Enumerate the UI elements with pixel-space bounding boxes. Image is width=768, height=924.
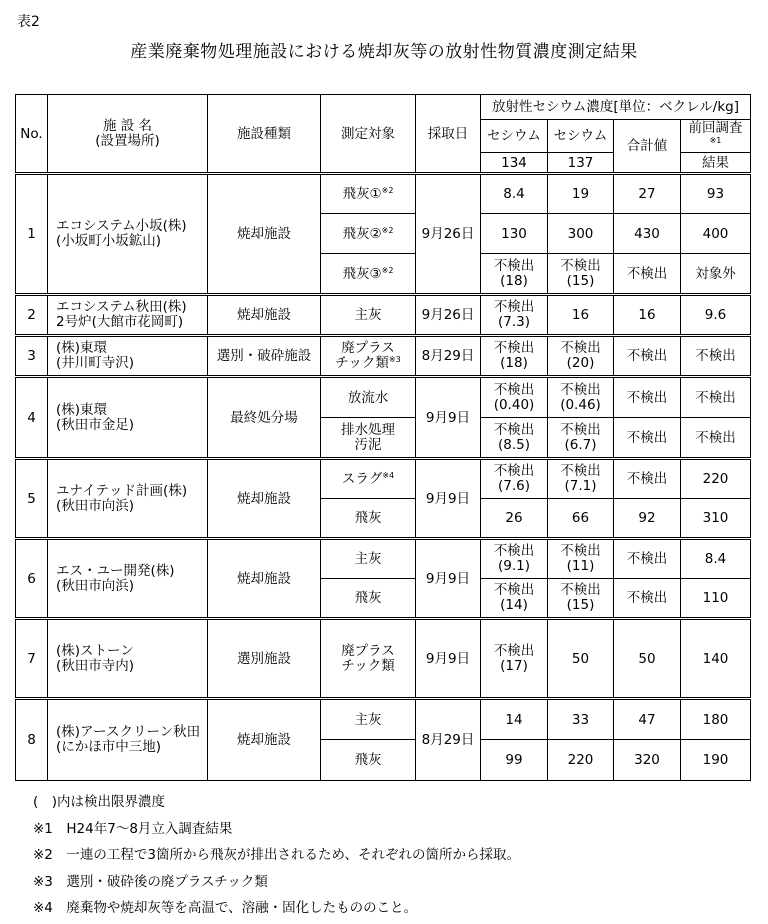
cs134-detection-limit: (7.6) xyxy=(497,478,530,494)
cs137-detection-limit: (7.1) xyxy=(564,478,597,494)
cs137-value xyxy=(548,539,614,579)
facility-no: 8 xyxy=(16,699,48,781)
cs134-value xyxy=(481,619,548,699)
total-value: 430 xyxy=(614,214,681,254)
note-1: ※1 H24年7～8月立入調査結果 xyxy=(33,820,233,837)
sample-target-text-2: チック類$^{※3}$ xyxy=(335,355,401,371)
cs134-value xyxy=(481,214,548,254)
facility-no: 7 xyxy=(16,619,48,699)
header-concentration: 放射性セシウム濃度[単位：ベクレル/kg] xyxy=(481,95,751,120)
cs137-value-text: 33 xyxy=(571,711,590,728)
sample-target xyxy=(321,579,416,619)
cs134-value xyxy=(481,418,548,459)
sample-date: 9月9日 xyxy=(416,619,481,699)
facility-name xyxy=(48,619,208,699)
previous-result: 対象外 xyxy=(681,254,751,295)
previous-result: 8.4 xyxy=(681,539,751,579)
facility-group xyxy=(16,377,751,459)
facility-name xyxy=(48,295,208,336)
total-value: 47 xyxy=(614,699,681,740)
cs137-value xyxy=(548,336,614,377)
sample-target xyxy=(321,336,416,377)
facility-group xyxy=(16,619,751,699)
facility-name xyxy=(48,377,208,459)
facility-type: 焼却施設 xyxy=(208,174,321,295)
facility-no: 3 xyxy=(16,336,48,377)
sample-target-text: 排水処理 xyxy=(341,421,395,438)
total-value: 27 xyxy=(614,174,681,214)
cs137-value-text: 不検出 xyxy=(560,257,601,274)
cs134-value xyxy=(481,539,548,579)
cs134-value xyxy=(481,174,548,214)
cs137-value xyxy=(548,459,614,499)
facility-name-text: (株)東環 xyxy=(56,401,108,418)
facility-no: 6 xyxy=(16,539,48,619)
note-4: ※4 廃棄物や焼却灰等を高温で、溶融・固化したもののこと。 xyxy=(33,900,418,917)
header-prev xyxy=(681,120,751,153)
cs134-detection-limit: (14) xyxy=(500,597,528,613)
sample-target-text: スラグ xyxy=(341,471,383,487)
previous-result: 不検出 xyxy=(681,418,751,459)
sample-target xyxy=(321,174,416,214)
cs134-value-text: 不検出 xyxy=(493,299,535,315)
header-prev-label: 前回調査 xyxy=(688,120,743,136)
sample-target-text: 主灰 xyxy=(354,307,382,323)
facility-name xyxy=(48,699,208,781)
cs134-value-text: 不検出 xyxy=(493,463,535,479)
sample-target xyxy=(321,377,416,418)
cs137-detection-limit: (11) xyxy=(566,558,595,574)
facility-name xyxy=(48,174,208,295)
header-cs137: セシウム xyxy=(548,120,614,153)
total-value: 不検出 xyxy=(614,336,681,377)
header-target: 測定対象 xyxy=(321,95,416,174)
cs134-detection-limit: (18) xyxy=(500,272,528,289)
notes xyxy=(33,789,520,922)
facility-group xyxy=(16,336,751,377)
cs134-value-text: 不検出 xyxy=(493,381,535,398)
facility-no: 2 xyxy=(16,295,48,336)
facility-group xyxy=(16,295,751,336)
facility-location: (秋田市向浜) xyxy=(56,497,135,514)
cs134-value xyxy=(481,579,548,619)
note-detection-limit: ( )内は検出限界濃度 xyxy=(33,794,166,810)
cs137-detection-limit: (15) xyxy=(566,597,595,613)
table-row xyxy=(16,539,751,579)
facility-name-text: (株)ストーン xyxy=(56,642,134,659)
sample-target-text: 放流水 xyxy=(347,389,389,406)
cs134-value-text: 不検出 xyxy=(493,582,535,598)
facility-location: 2号炉(大館市花岡町) xyxy=(56,314,184,330)
cs134-value-text: 14 xyxy=(505,711,523,728)
header-no: No. xyxy=(16,95,48,174)
sample-target xyxy=(321,295,416,336)
facility-group xyxy=(16,539,751,619)
header-facility-type: 施設種類 xyxy=(208,95,321,174)
cs134-detection-limit: (7.3) xyxy=(497,314,530,330)
facility-location: (秋田市寺内) xyxy=(56,657,135,674)
cs134-value xyxy=(481,459,548,499)
table-row xyxy=(16,619,751,699)
cs134-detection-limit: (18) xyxy=(500,355,528,371)
cs134-detection-limit: (9.1) xyxy=(497,558,530,574)
header-total: 合計値 xyxy=(614,120,681,174)
facility-name-text: エコシステム小坂(株) xyxy=(56,218,187,234)
cs137-value xyxy=(548,699,614,740)
cs134-detection-limit: (0.40) xyxy=(493,396,535,413)
sample-target-text-2: 汚泥 xyxy=(354,436,382,453)
cs137-value-text: 19 xyxy=(571,186,590,202)
previous-result: 9.6 xyxy=(681,295,751,336)
sample-target xyxy=(321,740,416,781)
sample-target-text: 廃プラス xyxy=(341,340,395,356)
header-facility-name: 施 設 名 xyxy=(102,117,153,134)
facility-no: 5 xyxy=(16,459,48,539)
header-prev-result: 結果 xyxy=(681,153,751,174)
total-value: 不検出 xyxy=(614,539,681,579)
facility-type: 選別施設 xyxy=(208,619,321,699)
header-facility-location: (設置場所) xyxy=(95,132,160,149)
cs134-value-text: 130 xyxy=(501,225,527,242)
cs137-value-text: 不検出 xyxy=(560,582,601,598)
total-value: 不検出 xyxy=(614,579,681,619)
facility-type: 最終処分場 xyxy=(208,377,321,459)
total-value: 50 xyxy=(614,619,681,699)
previous-result: 310 xyxy=(681,499,751,539)
cs134-value-text: 不検出 xyxy=(493,421,535,438)
cs137-value xyxy=(548,579,614,619)
cs137-value-text: 66 xyxy=(571,510,590,526)
cs134-value-text: 26 xyxy=(505,510,523,526)
results-table xyxy=(15,94,751,781)
cs137-value xyxy=(548,740,614,781)
sample-date: 8月29日 xyxy=(416,699,481,781)
cs137-detection-limit: (20) xyxy=(566,355,595,371)
cs137-value-text: 不検出 xyxy=(560,381,601,398)
cs134-value-text: 8.4 xyxy=(503,186,525,202)
facility-group xyxy=(16,459,751,539)
sample-target-text: 主灰 xyxy=(354,711,382,728)
facility-name-text: ユナイテッド計画(株) xyxy=(56,482,188,499)
sample-note: ※2 xyxy=(381,186,394,195)
previous-result: 180 xyxy=(681,699,751,740)
total-value: 92 xyxy=(614,499,681,539)
facility-name xyxy=(48,539,208,619)
previous-result: 110 xyxy=(681,579,751,619)
note-2: ※2 一連の工程で3箇所から飛灰が排出されるため、それぞれの箇所から採取。 xyxy=(33,847,520,864)
facility-location: (小坂町小坂鉱山) xyxy=(56,233,162,249)
cs137-value xyxy=(548,499,614,539)
previous-result: 190 xyxy=(681,740,751,781)
header-facility xyxy=(48,95,208,174)
sample-note: ※4 xyxy=(382,471,395,480)
total-value: 16 xyxy=(614,295,681,336)
previous-result: 400 xyxy=(681,214,751,254)
cs137-value xyxy=(548,377,614,418)
sample-target-text: 飛灰① xyxy=(342,186,382,202)
facility-name-text: エコシステム秋田(株) xyxy=(56,299,187,315)
previous-result: 140 xyxy=(681,619,751,699)
sample-target-text: 飛灰 xyxy=(354,590,382,606)
table-header xyxy=(16,95,751,174)
facility-location: (にかほ市中三地) xyxy=(56,739,162,755)
cs134-value-text: 不検出 xyxy=(493,543,535,559)
facility-location: (秋田市向浜) xyxy=(56,577,135,594)
previous-result: 不検出 xyxy=(681,377,751,418)
sample-note: ※2 xyxy=(381,265,394,275)
cs137-value xyxy=(548,254,614,295)
cs137-detection-limit: (15) xyxy=(566,272,595,289)
facility-name-text: (株)東環 xyxy=(56,340,108,356)
cs134-value xyxy=(481,699,548,740)
facility-no: 1 xyxy=(16,174,48,295)
facility-type: 焼却施設 xyxy=(208,539,321,619)
cs134-detection-limit: (17) xyxy=(500,657,528,674)
table-label: 表2 xyxy=(17,14,40,30)
facility-name xyxy=(48,459,208,539)
cs137-detection-limit: (6.7) xyxy=(564,436,597,453)
sample-target-text-2: チック類 xyxy=(341,657,395,674)
total-value: 不検出 xyxy=(614,459,681,499)
cs137-value-text: 16 xyxy=(571,307,590,323)
cs134-value-text: 99 xyxy=(505,752,523,768)
facility-type: 焼却施設 xyxy=(208,459,321,539)
header-cs134: セシウム xyxy=(481,120,548,153)
sample-note: ※2 xyxy=(381,225,394,235)
cs137-value-text: 不検出 xyxy=(560,421,601,438)
cs137-value-text: 50 xyxy=(571,650,590,667)
table-row xyxy=(16,336,751,377)
sample-target-text: 廃プラス xyxy=(341,642,395,659)
cs137-value-text: 300 xyxy=(567,225,594,242)
sample-target-text: 主灰 xyxy=(354,551,382,567)
facility-group xyxy=(16,174,751,295)
total-value: 不検出 xyxy=(614,377,681,418)
sample-target xyxy=(321,699,416,740)
sample-note: ※3 xyxy=(388,355,401,364)
sample-target xyxy=(321,619,416,699)
facility-name-text: エス・ユー開発(株) xyxy=(56,562,175,579)
table-row xyxy=(16,174,751,214)
total-value: 不検出 xyxy=(614,254,681,295)
sample-target-text: 飛灰③ xyxy=(342,265,382,282)
facility-type: 焼却施設 xyxy=(208,699,321,781)
sample-target-text: 飛灰 xyxy=(354,510,382,526)
sample-date: 9月9日 xyxy=(416,539,481,619)
cs137-value-text: 不検出 xyxy=(560,543,601,559)
header-cs134-number: 134 xyxy=(481,153,548,174)
total-value: 不検出 xyxy=(614,418,681,459)
cs137-detection-limit: (0.46) xyxy=(560,396,601,413)
table-row xyxy=(16,459,751,499)
cs134-value-text: 不検出 xyxy=(493,257,535,274)
note-3: ※3 選別・破砕後の廃プラスチック類 xyxy=(33,873,268,890)
sample-target xyxy=(321,418,416,459)
cs134-value-text: 不検出 xyxy=(493,642,535,659)
sample-target xyxy=(321,539,416,579)
facility-name xyxy=(48,336,208,377)
table-row xyxy=(16,699,751,740)
sample-target xyxy=(321,499,416,539)
sample-target-text: 飛灰 xyxy=(354,752,382,768)
facility-location: (秋田市金足) xyxy=(56,416,135,433)
previous-result: 220 xyxy=(681,459,751,499)
document-title: 産業廃棄物処理施設における焼却灰等の放射性物質濃度測定結果 xyxy=(130,42,638,62)
cs137-value xyxy=(548,418,614,459)
cs134-detection-limit: (8.5) xyxy=(497,436,530,453)
cs137-value xyxy=(548,295,614,336)
facility-no: 4 xyxy=(16,377,48,459)
cs137-value-text: 220 xyxy=(567,752,594,768)
previous-result: 93 xyxy=(681,174,751,214)
header-prev-note: ※1 xyxy=(709,136,722,145)
sample-date: 9月26日 xyxy=(416,174,481,295)
table-row xyxy=(16,377,751,418)
sample-date: 9月9日 xyxy=(416,377,481,459)
total-value: 320 xyxy=(614,740,681,781)
cs137-value xyxy=(548,174,614,214)
header-date: 採取日 xyxy=(416,95,481,174)
previous-result: 不検出 xyxy=(681,336,751,377)
sample-date: 9月26日 xyxy=(416,295,481,336)
table-row xyxy=(16,295,751,336)
cs134-value xyxy=(481,377,548,418)
sample-date: 9月9日 xyxy=(416,459,481,539)
sample-date: 8月29日 xyxy=(416,336,481,377)
facility-location: (井川町寺沢) xyxy=(56,355,135,371)
cs134-value xyxy=(481,499,548,539)
header-cs137-number: 137 xyxy=(548,153,614,174)
cs137-value xyxy=(548,619,614,699)
facility-group xyxy=(16,699,751,781)
sample-target xyxy=(321,214,416,254)
sample-target xyxy=(321,459,416,499)
cs134-value xyxy=(481,740,548,781)
cs134-value xyxy=(481,336,548,377)
cs134-value xyxy=(481,254,548,295)
sample-target xyxy=(321,254,416,295)
facility-type: 焼却施設 xyxy=(208,295,321,336)
cs137-value-text: 不検出 xyxy=(560,463,601,479)
facility-name-text: (株)アースクリーン秋田 xyxy=(56,724,201,740)
cs134-value-text: 不検出 xyxy=(493,340,535,356)
facility-type: 選別・破砕施設 xyxy=(208,336,321,377)
cs137-value xyxy=(548,214,614,254)
cs137-value-text: 不検出 xyxy=(560,340,601,356)
cs134-value xyxy=(481,295,548,336)
sample-target-text: 飛灰② xyxy=(342,225,382,242)
